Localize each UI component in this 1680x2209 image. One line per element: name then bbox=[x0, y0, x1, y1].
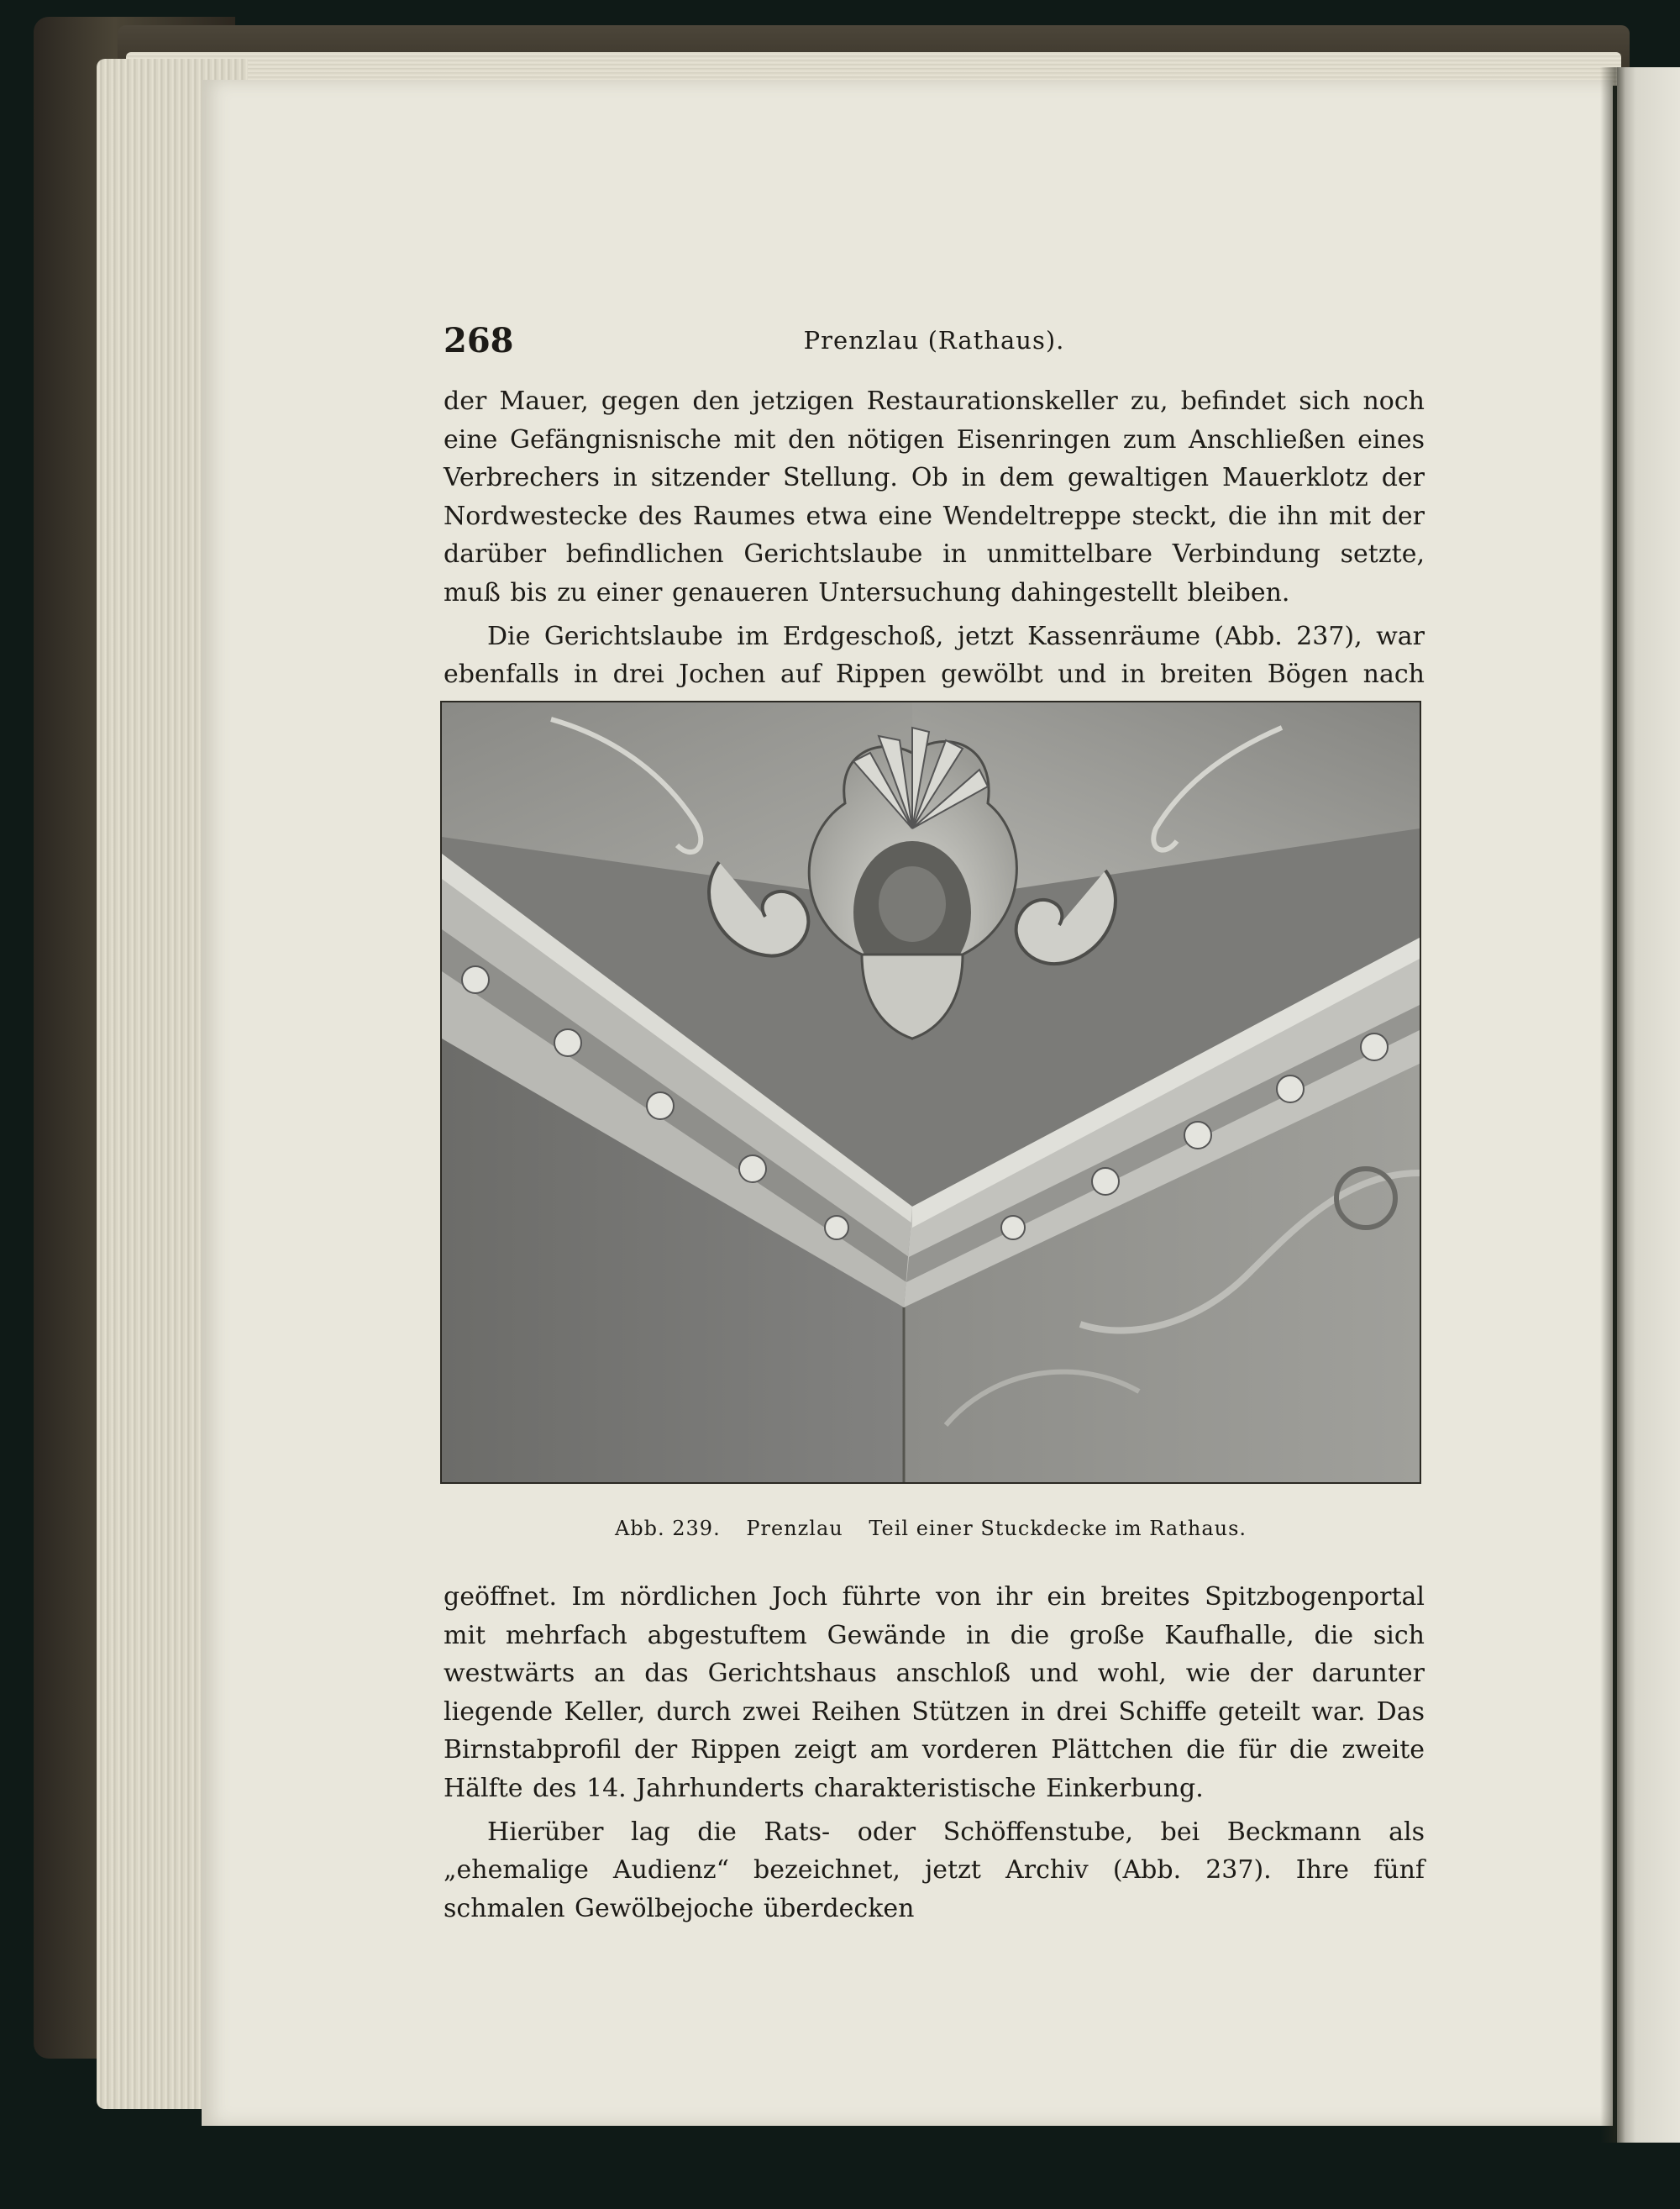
text-block-top bbox=[444, 382, 1425, 732]
paragraph: Die Gerichtslaube im Erdgeschoß, jetzt Kassenräume (Abb. 237), war ebenfalls in drei Jochen auf Rippen gewölbt und in breiten Bögen nach bbox=[444, 621, 1425, 690]
running-head bbox=[444, 321, 1425, 371]
page-number: 268 bbox=[444, 321, 514, 360]
paragraph: der Mauer, gegen den jetzigen Restaurationskeller zu, befindet sich noch eine Gefängnisnische mit den nötigen Eisenringen zum Anschließen eines Verbrechers in sitzender Stellung. Ob in dem gewaltigen Mauerklotz der Nordwestecke des Raumes etwa eine Wendeltreppe steckt, die ihn mit der darüber befindlichen Gerichtslaube in unmittelbare Verbindung setzte, muß bis zu einer genaueren Untersuchung dahingestellt bleiben. bbox=[444, 387, 1425, 607]
caption-number: Abb. 239. bbox=[614, 1517, 721, 1540]
caption-text: Teil einer Stuckdecke im Rathaus. bbox=[869, 1517, 1247, 1540]
figure-caption bbox=[440, 1517, 1421, 1540]
caption-place: Prenzlau bbox=[746, 1517, 843, 1540]
paragraph: Hierüber lag die Rats- oder Schöffenstube, bei Beckmann als „ehemalige Audienz“ bezeichnet, jetzt Archiv (Abb. 237). Ihre fünf schmalen Gewölbejoche überdecken bbox=[444, 1817, 1425, 1923]
paragraph: geöffnet. Im nördlichen Joch führte von ihr ein breites Spitzbogenportal mit mehrfach abgestuftem Gewände in die große Kaufhalle, die sich westwärts an das Gerichtshaus anschloß und wohl, wie der darunter liegende Keller, durch zwei Reihen Stützen in drei Schiffe geteilt war. Das Birnstabprofil der Rippen zeigt am vorderen Plättchen die für die zweite Hälfte des 14. Jahrhunderts charakteristische Einkerbung. bbox=[444, 1582, 1425, 1803]
page-gutter bbox=[1600, 67, 1625, 2143]
facing-page bbox=[1617, 67, 1680, 2143]
stucco-ceiling-photo bbox=[440, 701, 1421, 1484]
running-title: Prenzlau (Rathaus). bbox=[803, 326, 1065, 355]
text-block-bottom bbox=[444, 1578, 1425, 1928]
